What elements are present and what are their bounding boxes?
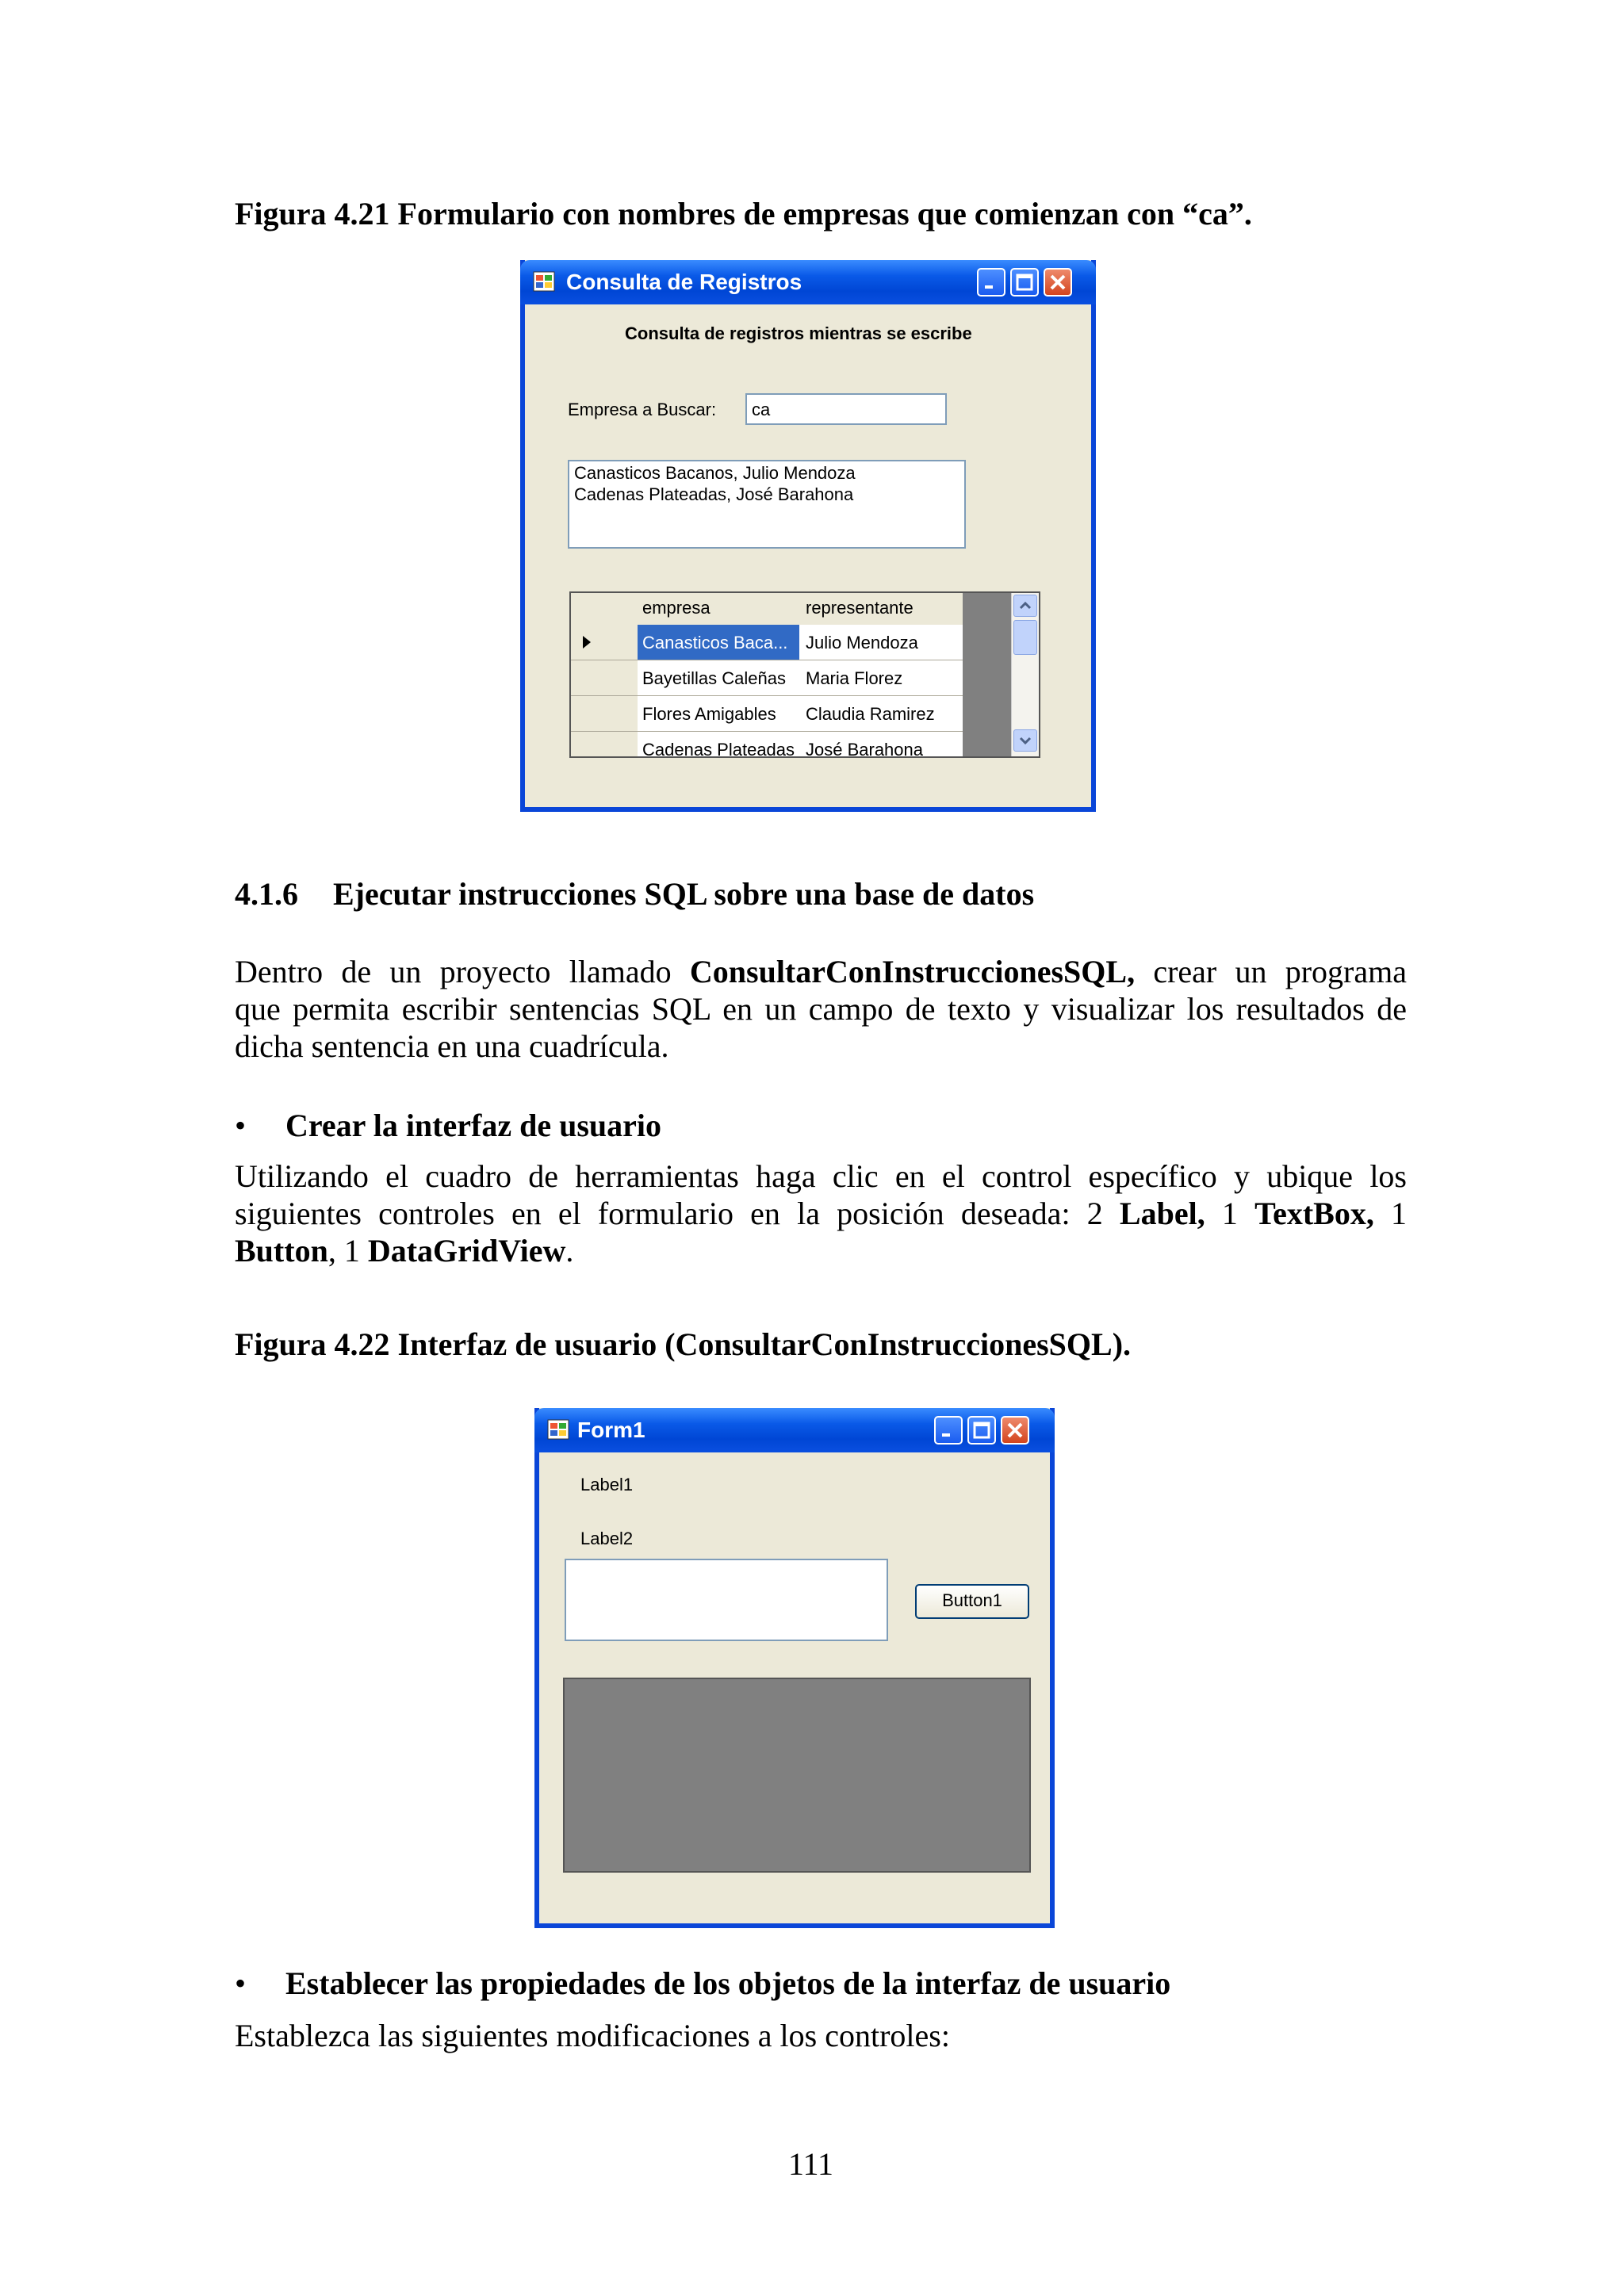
table-cell[interactable]: Canasticos Baca... <box>642 633 788 652</box>
figure-caption-4-21: Figura 4.21 Formulario con nombres de empresas que comienzan con “ca”. <box>235 196 1252 232</box>
text: , 1 <box>327 1233 360 1269</box>
section-number: 4.1.6 <box>235 876 298 912</box>
bullet-item <box>235 1965 1407 2004</box>
form-heading: Consulta de registros mientras se escribe <box>625 323 972 343</box>
minimize-icon <box>979 270 1004 295</box>
minimize-button[interactable] <box>934 1416 963 1445</box>
table-cell[interactable]: Cadenas Plateadas <box>642 740 795 758</box>
scroll-thumb[interactable] <box>1013 620 1037 655</box>
text-line: Utilizando el cuadro de herramientas haga clic en el control específico y ubique los <box>235 1158 1407 1194</box>
consulta-titlebar[interactable] <box>520 260 1096 304</box>
text: Dentro de un proyecto llamado <box>235 954 672 989</box>
table-cell[interactable]: Bayetillas Caleñas <box>642 668 786 688</box>
grid-vertical-scrollbar[interactable] <box>1011 593 1039 756</box>
table-cell[interactable]: Julio Mendoza <box>806 633 918 652</box>
text: 1 <box>1221 1196 1238 1231</box>
datagridview1[interactable] <box>563 1678 1031 1873</box>
row-header[interactable] <box>571 660 638 696</box>
bold-text: Label, <box>1119 1196 1205 1231</box>
text: 1 <box>1391 1196 1408 1231</box>
window-title: Form1 <box>577 1418 645 1442</box>
maximize-button[interactable] <box>1010 268 1039 297</box>
bullet-text: Crear la interfaz de usuario <box>285 1108 662 1143</box>
current-row-arrow-icon <box>579 634 595 650</box>
column-header-label: empresa <box>642 598 710 618</box>
close-icon <box>1045 270 1071 295</box>
text: . <box>565 1233 574 1269</box>
figure-caption-4-22: Figura 4.22 Interfaz de usuario (ConsultarConInstruccionesSQL). <box>235 1326 1132 1362</box>
table-row[interactable] <box>571 625 963 660</box>
grid-corner <box>571 593 638 626</box>
form1-titlebar[interactable] <box>534 1408 1055 1452</box>
scroll-down-button[interactable] <box>1013 729 1037 752</box>
window-title: Consulta de Registros <box>566 270 802 294</box>
column-header-label: representante <box>806 598 914 618</box>
consulta-window <box>520 260 1096 812</box>
table-row[interactable] <box>571 732 963 758</box>
table-cell[interactable]: José Barahona <box>806 740 923 758</box>
button1[interactable] <box>915 1584 1029 1619</box>
label2: Label2 <box>580 1529 634 1548</box>
maximize-icon <box>1012 270 1037 295</box>
paragraph-modifications: Establezca las siguientes modificaciones a los controles: <box>235 2018 950 2053</box>
search-label: Empresa a Buscar: <box>568 400 717 419</box>
row-header[interactable] <box>571 625 638 660</box>
table-cell[interactable]: Flores Amigables <box>642 704 776 724</box>
form1-window <box>534 1408 1055 1928</box>
table-row[interactable] <box>571 660 963 696</box>
minimize-button[interactable] <box>977 268 1005 297</box>
text: siguientes controles en el formulario en la posición deseada: 2 <box>235 1196 1103 1231</box>
bold-text: ConsultarConInstruccionesSQL, <box>689 954 1136 989</box>
list-item[interactable]: Canasticos Bacanos, Julio Mendoza <box>574 463 856 483</box>
paragraph-controls <box>235 1158 1407 1269</box>
close-button[interactable] <box>1044 268 1072 297</box>
close-button[interactable] <box>1001 1416 1029 1445</box>
text-line: dicha sentencia en una cuadrícula. <box>235 1028 669 1064</box>
table-cell[interactable]: Claudia Ramirez <box>806 704 935 724</box>
table-cell[interactable]: Maria Florez <box>806 668 903 688</box>
paragraph-intro <box>235 953 1407 1065</box>
list-item[interactable]: Cadenas Plateadas, José Barahona <box>574 484 854 504</box>
bold-text: DataGridView <box>367 1233 566 1269</box>
maximize-icon <box>969 1418 994 1443</box>
row-header[interactable] <box>571 732 638 758</box>
bold-text: Button <box>235 1233 328 1269</box>
label1: Label1 <box>580 1475 634 1494</box>
section-title: Ejecutar instrucciones SQL sobre una base de datos <box>333 876 1035 912</box>
bullet-text: Establecer las propiedades de los objetos de la interfaz de usuario <box>285 1965 1171 2001</box>
results-datagrid[interactable] <box>569 591 1040 758</box>
search-input-value: ca <box>752 400 771 419</box>
minimize-icon <box>936 1418 961 1443</box>
app-icon <box>547 1419 569 1440</box>
bullet-icon: • <box>235 1108 247 1143</box>
maximize-button[interactable] <box>967 1416 996 1445</box>
app-icon <box>533 271 555 292</box>
text: crear un programa <box>1153 954 1407 989</box>
close-icon <box>1002 1418 1028 1443</box>
scroll-up-button[interactable] <box>1013 595 1037 617</box>
table-row[interactable] <box>571 696 963 732</box>
bullet-icon: • <box>235 1965 247 2001</box>
bold-text: TextBox, <box>1254 1196 1374 1231</box>
text-line: que permita escribir sentencias SQL en un campo de texto y visualizar los resultados de <box>235 991 1407 1027</box>
bullet-item <box>235 1107 1407 1146</box>
chevron-down-icon <box>1014 730 1036 751</box>
row-header[interactable] <box>571 696 638 732</box>
column-header-empresa[interactable] <box>638 593 800 626</box>
sql-textbox[interactable] <box>565 1559 888 1641</box>
chevron-up-icon <box>1014 595 1036 616</box>
column-header-representante[interactable] <box>799 593 963 626</box>
results-listbox[interactable] <box>568 460 966 549</box>
button1-label: Button1 <box>942 1590 1002 1610</box>
page-number: 111 <box>788 2146 834 2182</box>
search-input[interactable] <box>745 393 947 425</box>
